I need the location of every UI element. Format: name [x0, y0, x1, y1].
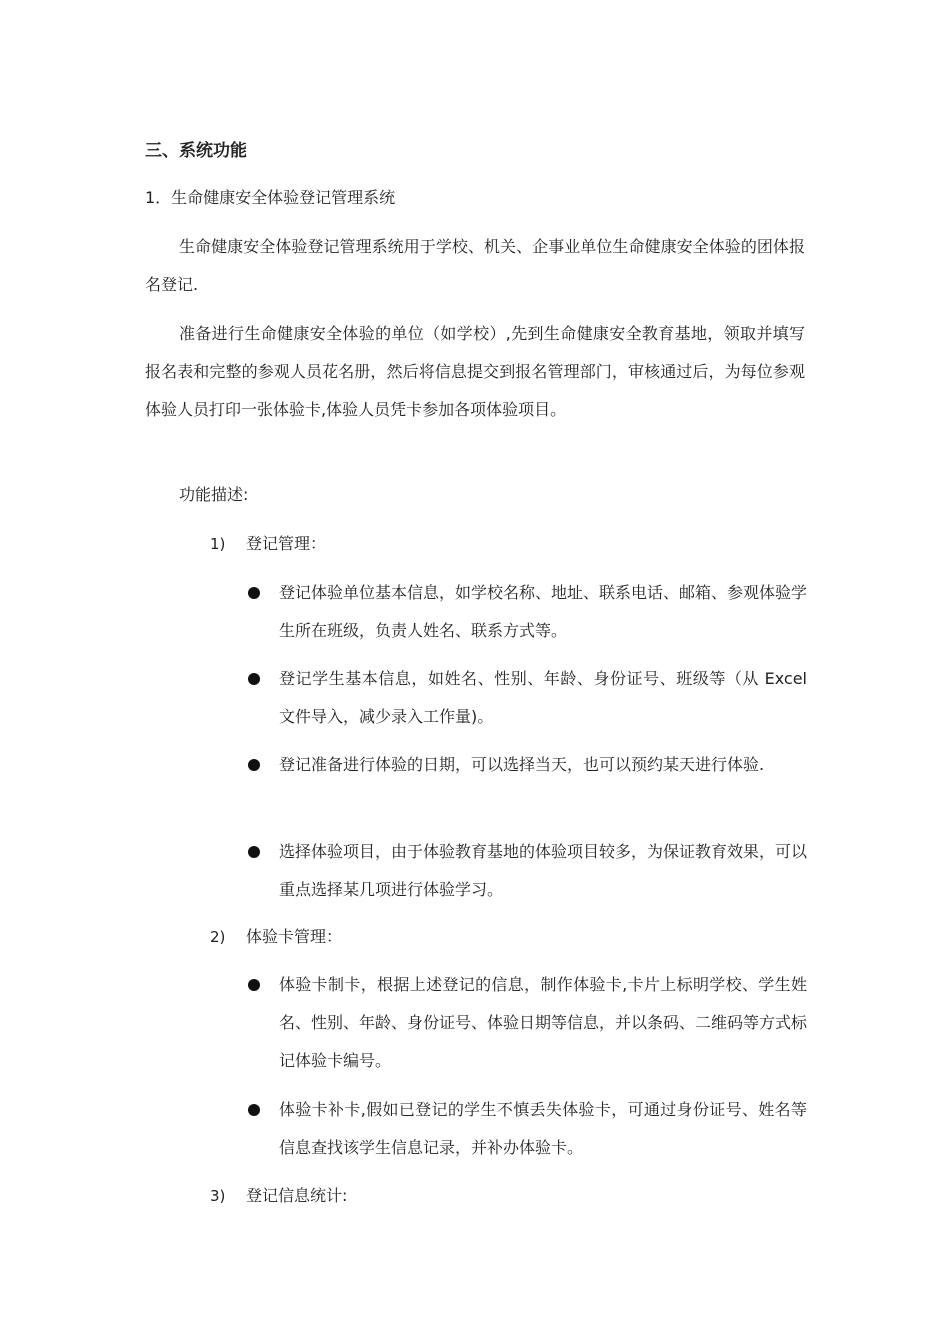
- bullet-text: 体验卡制卡，根据上述登记的信息，制作体验卡,卡片上标明学校、学生姓名、性别、年龄、身份证号、体验日期等信息，并以条码、二维码等方式标记体验卡编号。: [279, 975, 808, 1070]
- list-item: [245, 966, 807, 1080]
- item-number: 2): [210, 928, 226, 946]
- bullet-icon: [248, 759, 260, 771]
- paragraph-function-label: 功能描述:: [179, 485, 249, 504]
- item-title: 体验卡管理：: [246, 927, 343, 946]
- item-number: 1): [210, 535, 226, 553]
- section-heading: 三、系统功能: [145, 141, 247, 161]
- list-item: [245, 660, 807, 736]
- paragraph-process: 准备进行生命健康安全体验的单位（如学校）,先到生命健康安全教育基地，领取并填写报名表和完整的参观人员花名册，然后将信息提交到报名管理部门，审核通过后，为每位参观体验人员打印一张体验卡,体验人员凭卡参加各项体验项目。: [145, 324, 805, 419]
- bullet-text: 登记学生基本信息，如姓名、性别、年龄、身份证号、班级等（从 Excel 文件导入，减少录入工作量)。: [279, 669, 807, 726]
- numbered-item-card-management: [210, 925, 342, 949]
- bullet-text: 登记体验单位基本信息，如学校名称、地址、联系电话、邮箱、参观体验学生所在班级，负责人姓名、联系方式等。: [279, 583, 808, 640]
- numbered-item-registration: [210, 532, 326, 556]
- bullet-text: 登记准备进行体验的日期，可以选择当天，也可以预约某天进行体验.: [279, 755, 765, 774]
- bullet-text: 体验卡补卡,假如已登记的学生不慎丢失体验卡，可通过身份证号、姓名等信息查找该学生信息记录，并补办体验卡。: [279, 1100, 807, 1157]
- bullet-icon: [248, 979, 260, 991]
- item-number: 3): [210, 1187, 226, 1205]
- bullet-icon: [248, 1104, 260, 1116]
- item-title: 登记信息统计:: [246, 1186, 348, 1205]
- numbered-item-statistics: [210, 1184, 347, 1208]
- list-item: [245, 746, 807, 784]
- bullet-icon: [248, 587, 260, 599]
- list-item: [245, 833, 807, 909]
- paragraph-intro: 生命健康安全体验登记管理系统用于学校、机关、企事业单位生命健康安全体验的团体报名登记.: [145, 237, 805, 294]
- list-item: [245, 1091, 807, 1167]
- bullet-text: 选择体验项目，由于体验教育基地的体验项目较多，为保证教育效果，可以重点选择某几项进行体验学习。: [279, 842, 808, 899]
- bullet-icon: [248, 846, 260, 858]
- bullet-icon: [248, 673, 260, 685]
- subheading: 1．生命健康安全体验登记管理系统: [145, 188, 396, 207]
- list-item: [245, 574, 807, 650]
- item-title: 登记管理：: [246, 534, 327, 553]
